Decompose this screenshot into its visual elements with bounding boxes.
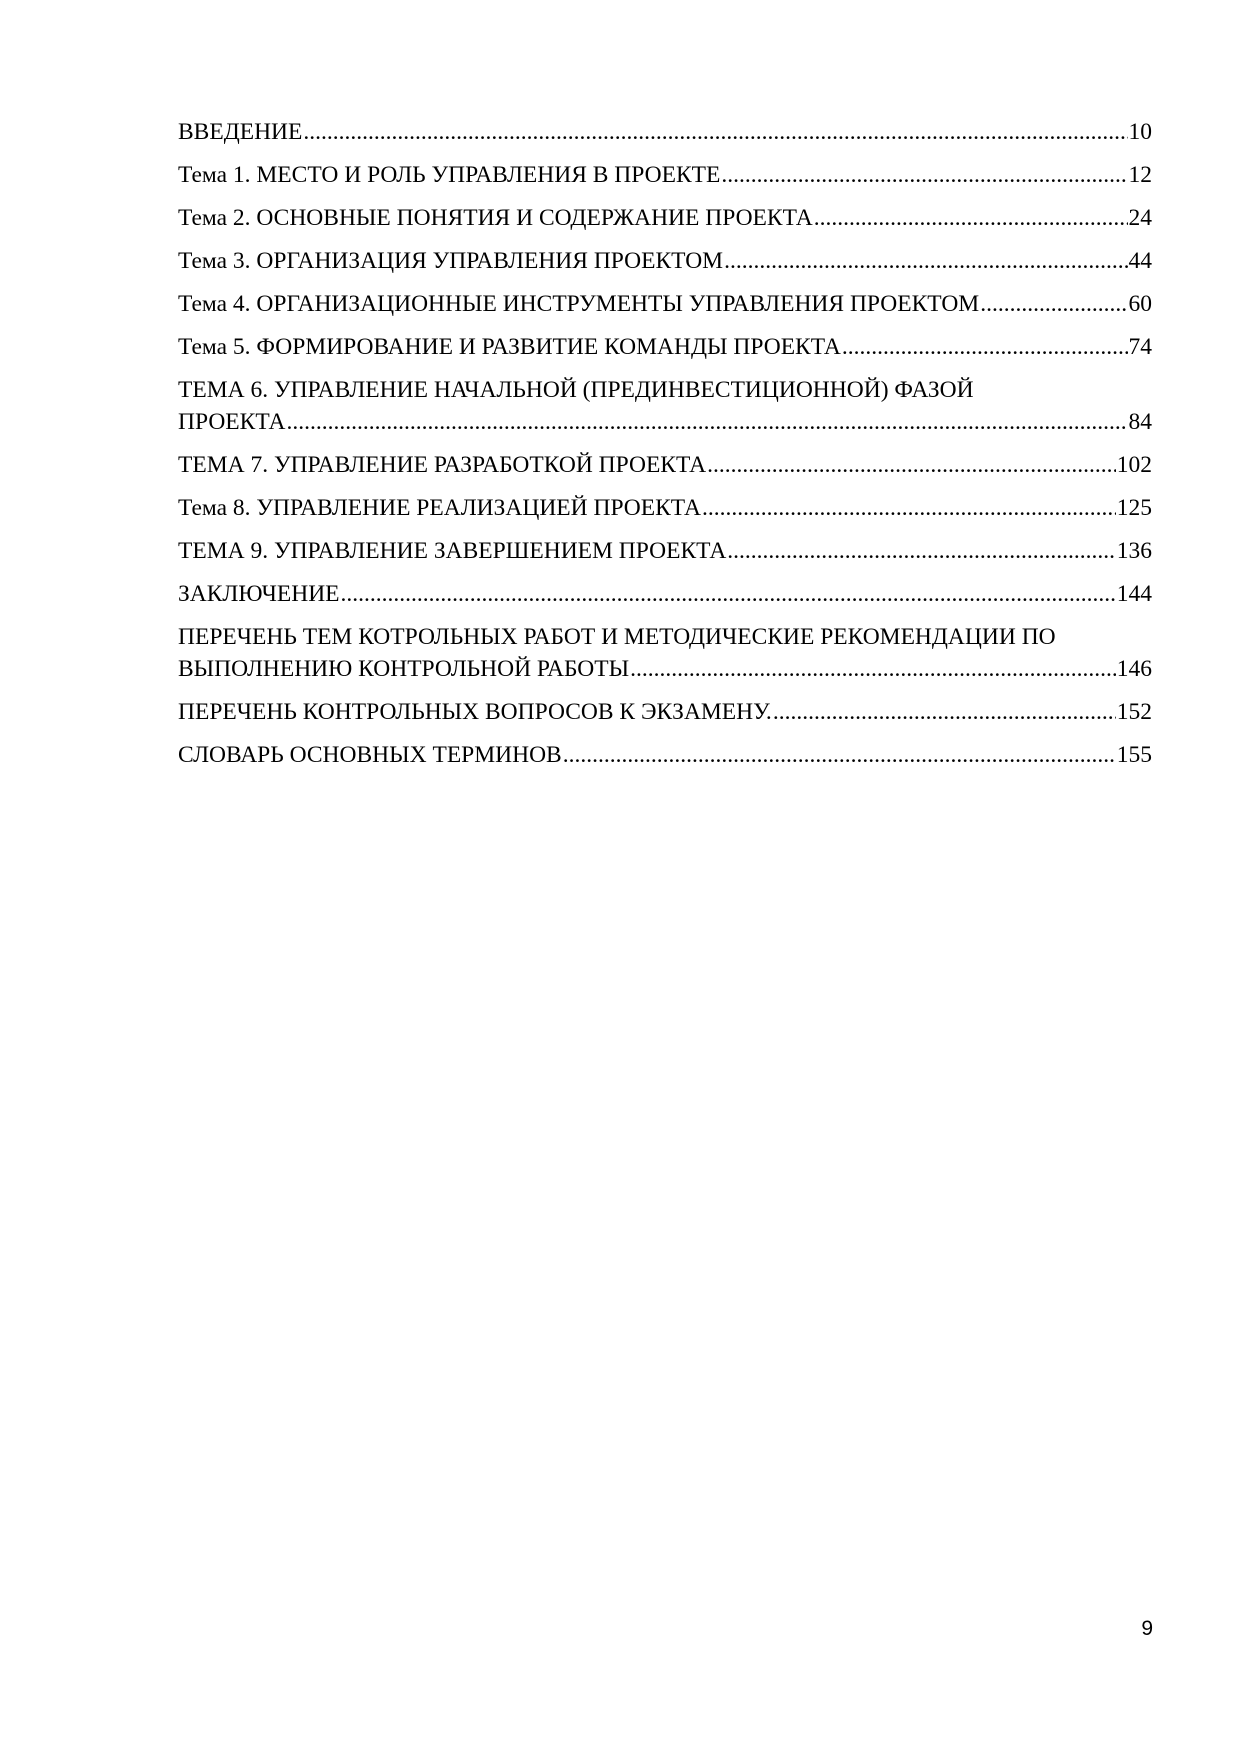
toc-entry-title: Тема 1. МЕСТО И РОЛЬ УПРАВЛЕНИЯ В ПРОЕКТЕ — [178, 162, 721, 188]
toc-entry-page: 146 — [1116, 656, 1152, 682]
toc-entry-page: 102 — [1116, 452, 1152, 478]
toc-entry-page: 84 — [1128, 409, 1152, 435]
toc-entry-title: Тема 4. ОРГАНИЗАЦИОННЫЕ ИНСТРУМЕНТЫ УПРАВЛЕНИЯ ПРОЕКТОМ — [178, 291, 980, 317]
toc-entry-title-line2: ВЫПОЛНЕНИЮ КОНТРОЛЬНОЙ РАБОТЫ — [178, 656, 630, 682]
toc-entry-title-line1: ТЕМА 6. УПРАВЛЕНИЕ НАЧАЛЬНОЙ (ПРЕДИНВЕСТИЦИОННОЙ) ФАЗОЙ — [178, 377, 974, 403]
toc-entry-page: 24 — [1128, 205, 1152, 231]
toc-entry-topic-9[interactable] — [178, 535, 1152, 567]
toc-entry-title-line1: ПЕРЕЧЕНЬ ТЕМ КОТРОЛЬНЫХ РАБОТ И МЕТОДИЧЕСКИЕ РЕКОМЕНДАЦИИ ПО — [178, 624, 1056, 650]
dot-leader — [341, 578, 1116, 610]
dot-leader — [707, 449, 1116, 481]
toc-entry-glossary[interactable] — [178, 739, 1152, 771]
dot-leader — [980, 288, 1127, 320]
dot-leader — [773, 696, 1116, 728]
toc-entry-page: 144 — [1116, 581, 1152, 607]
toc-entry-page: 44 — [1128, 248, 1152, 274]
dot-leader — [286, 406, 1127, 438]
toc-entry-title: Тема 8. УПРАВЛЕНИЕ РЕАЛИЗАЦИЕЙ ПРОЕКТА — [178, 495, 701, 521]
toc-entry-page: 136 — [1116, 538, 1152, 564]
toc-entry-conclusion[interactable] — [178, 578, 1152, 610]
toc-entry-title: ТЕМА 7. УПРАВЛЕНИЕ РАЗРАБОТКОЙ ПРОЕКТА — [178, 452, 707, 478]
toc-entry-exam-questions[interactable] — [178, 696, 1152, 728]
toc-entry-control-works[interactable] — [178, 621, 1152, 685]
toc-entry-topic-6[interactable] — [178, 374, 1152, 438]
page-number: 9 — [1141, 1617, 1153, 1640]
toc-entry-title: Тема 2. ОСНОВНЫЕ ПОНЯТИЯ И СОДЕРЖАНИЕ ПРОЕКТА — [178, 205, 813, 231]
toc-entry-page: 12 — [1128, 162, 1152, 188]
toc-entry-page: 152 — [1116, 699, 1152, 725]
toc-entry-page: 10 — [1128, 119, 1152, 145]
toc-entry-page: 60 — [1128, 291, 1152, 317]
dot-leader — [702, 492, 1116, 524]
toc-entry-topic-3[interactable] — [178, 245, 1152, 277]
dot-leader — [630, 653, 1116, 685]
dot-leader — [303, 116, 1127, 148]
toc-entry-title: ПЕРЕЧЕНЬ КОНТРОЛЬНЫХ ВОПРОСОВ К ЭКЗАМЕНУ. — [178, 699, 772, 725]
toc-entry-topic-2[interactable] — [178, 202, 1152, 234]
dot-leader — [724, 245, 1127, 277]
dot-leader — [721, 159, 1127, 191]
toc-entry-page: 74 — [1128, 334, 1152, 360]
toc-entry-title: Тема 3. ОРГАНИЗАЦИЯ УПРАВЛЕНИЯ ПРОЕКТОМ — [178, 248, 724, 274]
dot-leader — [727, 535, 1115, 567]
toc-entry-introduction[interactable] — [178, 116, 1152, 148]
toc-entry-title: СЛОВАРЬ ОСНОВНЫХ ТЕРМИНОВ — [178, 742, 562, 768]
toc-entry-title: ТЕМА 9. УПРАВЛЕНИЕ ЗАВЕРШЕНИЕМ ПРОЕКТА — [178, 538, 727, 564]
toc-entry-page: 125 — [1116, 495, 1152, 521]
toc-entry-topic-1[interactable] — [178, 159, 1152, 191]
dot-leader — [842, 331, 1128, 363]
dot-leader — [563, 739, 1116, 771]
toc-entry-topic-8[interactable] — [178, 492, 1152, 524]
toc-entry-title: Тема 5. ФОРМИРОВАНИЕ И РАЗВИТИЕ КОМАНДЫ ПРОЕКТА — [178, 334, 841, 360]
toc-entry-title: ЗАКЛЮЧЕНИЕ — [178, 581, 340, 607]
toc-entry-topic-4[interactable] — [178, 288, 1152, 320]
toc-entry-title-line2: ПРОЕКТА — [178, 409, 286, 435]
dot-leader — [814, 202, 1128, 234]
toc-entry-page: 155 — [1116, 742, 1152, 768]
toc-entry-topic-5[interactable] — [178, 331, 1152, 363]
toc-entry-topic-7[interactable] — [178, 449, 1152, 481]
table-of-contents — [178, 116, 1152, 782]
toc-entry-title: ВВЕДЕНИЕ — [178, 119, 303, 145]
